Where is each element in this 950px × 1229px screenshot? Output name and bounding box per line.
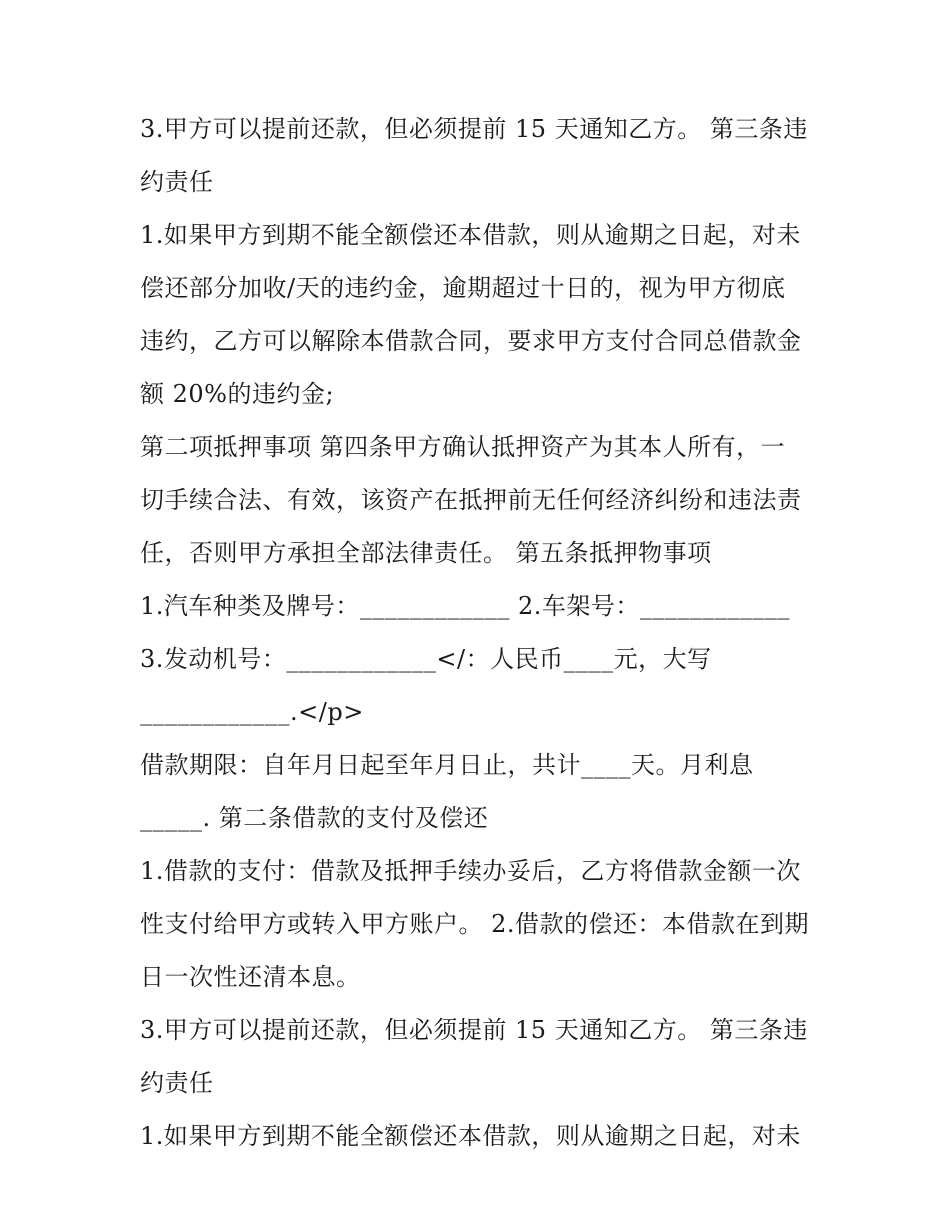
text-line: ____________.</p> <box>140 698 364 726</box>
text-line: 违约，乙方可以解除本借款合同，要求甲方支付合同总借款金 <box>140 327 802 355</box>
text-line: 任，否则甲方承担全部法律责任。 第五条抵押物事项 <box>140 539 712 567</box>
text-line: 1.如果甲方到期不能全额偿还本借款，则从逾期之日起，对未 <box>140 221 801 249</box>
text-line: 1.借款的支付：借款及抵押手续办妥后，乙方将借款金额一次 <box>140 857 801 885</box>
text-line: 性支付给甲方或转入甲方账户。 2.借款的偿还：本借款在到期 <box>140 910 810 938</box>
text-line: 日一次性还清本息。 <box>140 963 361 991</box>
text-line: 切手续合法、有效，该资产在抵押前无任何经济纠纷和违法责 <box>140 486 802 514</box>
text-line: 借款期限：自年月日起至年月日止，共计____天。月利息 <box>140 751 754 779</box>
text-line: 约责任 <box>140 168 214 196</box>
text-line: 偿还部分加收/天的违约金，逾期超过十日的，视为甲方彻底 <box>140 274 786 302</box>
text-line: 3.发动机号：____________</：人民币____元，大写 <box>140 645 712 673</box>
text-line: 3.甲方可以提前还款，但必须提前 15 天通知乙方。 第三条违 <box>140 1016 808 1044</box>
text-line: 1.汽车种类及牌号：____________ 2.车架号：____________ <box>140 592 790 620</box>
document-body <box>140 103 820 1163</box>
text-line: 第二项抵押事项 第四条甲方确认抵押资产为其本人所有，一 <box>140 433 786 461</box>
text-line: 约责任 <box>140 1069 214 1097</box>
text-line: 3.甲方可以提前还款，但必须提前 15 天通知乙方。 第三条违 <box>140 115 808 143</box>
text-line: 1.如果甲方到期不能全额偿还本借款，则从逾期之日起，对未 <box>140 1122 801 1150</box>
text-line: _____. 第二条借款的支付及偿还 <box>140 804 489 832</box>
text-line: 额 20%的违约金; <box>140 380 335 408</box>
